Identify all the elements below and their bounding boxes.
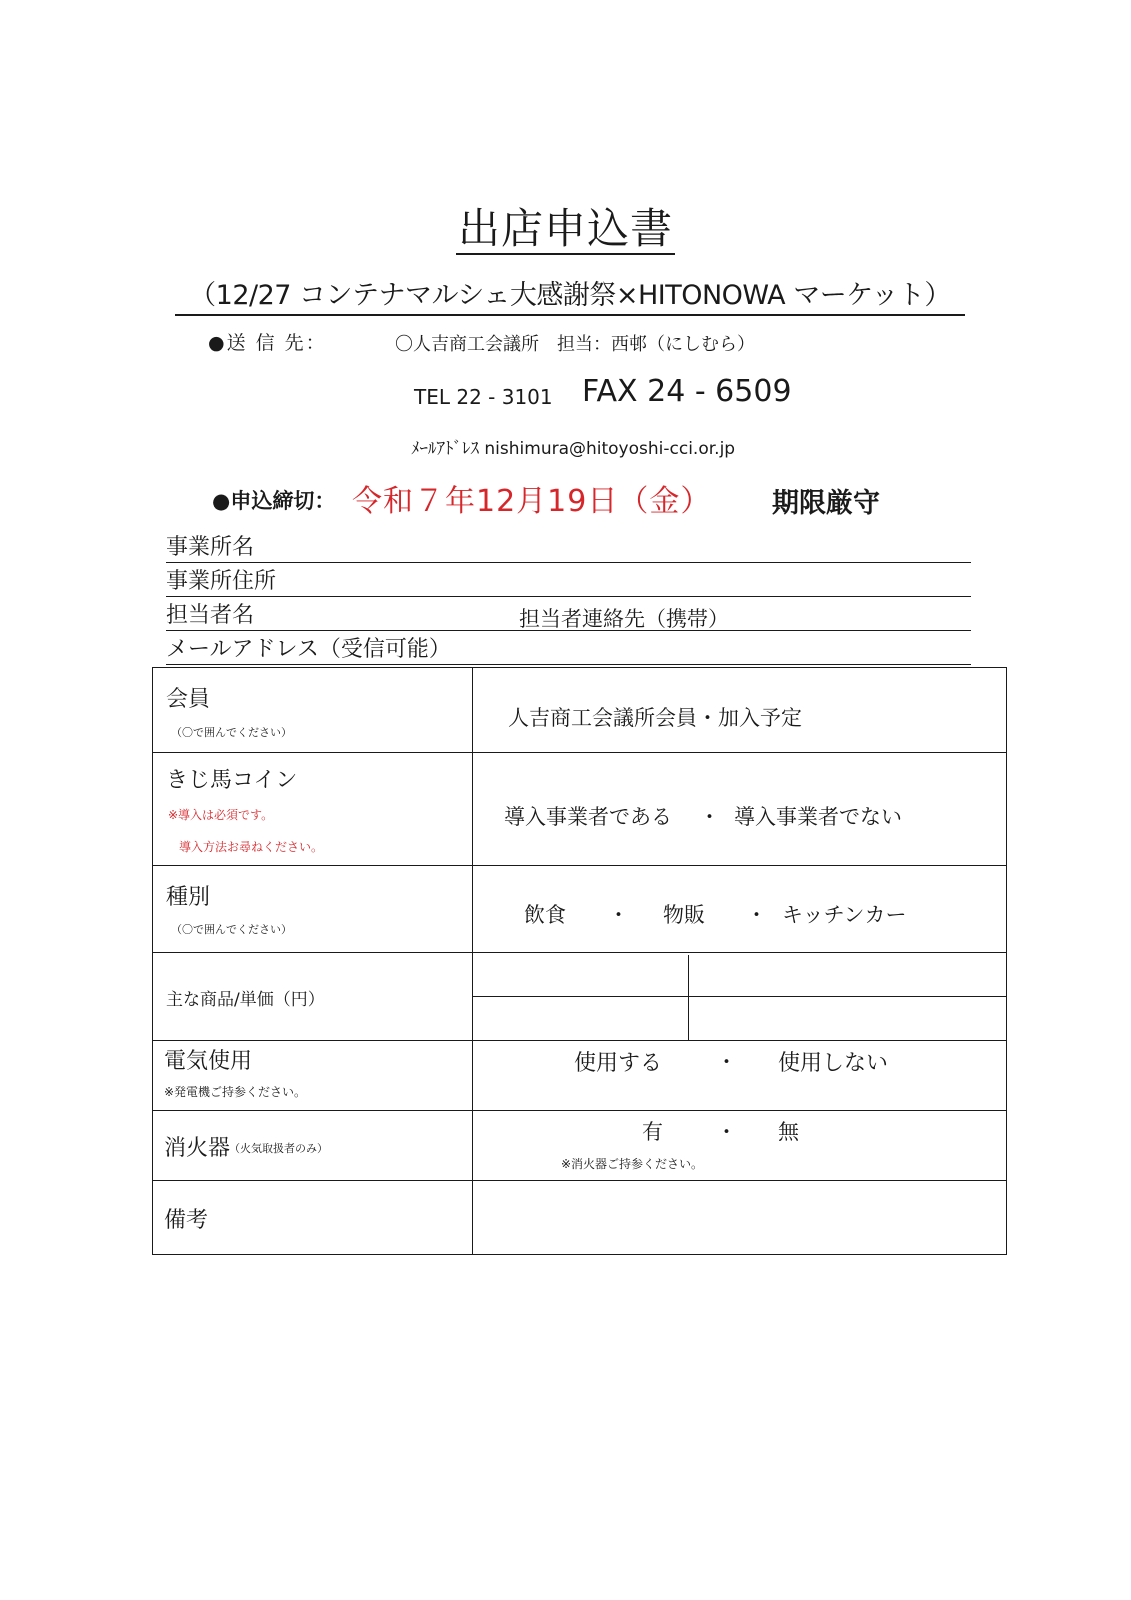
- email-address: ﾒｰﾙｱﾄﾞﾚｽ nishimura@hitoyoshi-cci.or.jp: [411, 439, 736, 459]
- deadline-label: ●申込締切：: [212, 489, 336, 513]
- office-name-field[interactable]: [166, 534, 971, 563]
- person-contact-label: 担当者連絡先（携帯）: [519, 607, 729, 631]
- row-divider: [152, 865, 1007, 866]
- type-option-food[interactable]: 飲食: [524, 903, 566, 927]
- type-separator: ・: [746, 903, 767, 927]
- email-field[interactable]: [166, 636, 971, 665]
- member-option[interactable]: 人吉商工会議所会員・加入予定: [508, 706, 802, 730]
- type-separator: ・: [608, 903, 629, 927]
- row-divider: [152, 1180, 1007, 1181]
- type-option-kitchen-car[interactable]: キッチンカー: [782, 903, 907, 927]
- products-label: 主な商品/単価（円）: [166, 990, 325, 1010]
- electric-separator: ・: [716, 1050, 737, 1074]
- electric-label: 電気使用: [164, 1049, 253, 1074]
- electric-option-not-use[interactable]: 使用しない: [778, 1051, 889, 1076]
- page-title: [0, 196, 1131, 256]
- row-divider: [152, 752, 1007, 753]
- deadline-strict-note: 期限厳守: [772, 488, 880, 519]
- member-note: （〇で囲んでください）: [171, 726, 292, 739]
- coin-note-ask: 導入方法お尋ねください。: [179, 840, 324, 854]
- table-column-divider: [472, 667, 473, 1255]
- coin-separator: ・: [699, 805, 720, 829]
- email-field-label: メールアドレス（受信可能）: [166, 637, 451, 662]
- remarks-cell[interactable]: [474, 1183, 1004, 1253]
- destination-label: ●送 信 先：: [208, 332, 327, 354]
- product-price-cell-2[interactable]: [690, 999, 1005, 1039]
- products-column-divider: [688, 955, 689, 1040]
- remarks-label: 備考: [164, 1208, 209, 1233]
- extinguisher-sub: （火気取扱者のみ）: [229, 1142, 328, 1155]
- event-subtitle: （12/27 コンテナマルシェ大感謝祭×HITONOWA マーケット）: [175, 273, 965, 316]
- tel-number: TEL 22 - 3101: [414, 385, 553, 409]
- electric-note: ※発電機ご持参ください。: [164, 1085, 307, 1099]
- deadline-date: 令和７年12月19日（金）: [352, 484, 712, 519]
- coin-option-no[interactable]: 導入事業者でない: [734, 805, 902, 829]
- extinguisher-separator: ・: [716, 1120, 737, 1144]
- coin-label: きじ馬コイン: [166, 768, 298, 793]
- type-note: （〇で囲んでください）: [171, 923, 292, 936]
- member-label: 会員: [166, 687, 211, 712]
- extinguisher-option-yes[interactable]: 有: [642, 1120, 663, 1144]
- office-name-label: 事業所名: [166, 535, 255, 560]
- extinguisher-label: 消火器: [164, 1136, 231, 1161]
- type-option-goods[interactable]: 物販: [663, 903, 705, 927]
- fax-number: FAX 24 - 6509: [582, 374, 792, 409]
- extinguisher-option-no[interactable]: 無: [778, 1120, 799, 1144]
- row-divider: [152, 952, 1007, 953]
- product-price-cell-1[interactable]: [690, 955, 1005, 995]
- coin-note-required: ※導入は必須です。: [168, 808, 274, 822]
- page-title-text: 出店申込書: [457, 204, 673, 253]
- products-subrow-divider: [472, 996, 1007, 997]
- coin-option-yes[interactable]: 導入事業者である: [504, 805, 672, 829]
- extinguisher-note: ※消火器ご持参ください。: [561, 1157, 704, 1171]
- office-address-field[interactable]: [166, 568, 971, 597]
- person-name-label: 担当者名: [166, 603, 255, 628]
- row-divider: [152, 1110, 1007, 1111]
- destination-value: 〇人吉商工会議所 担当：西邨（にしむら）: [395, 334, 755, 355]
- office-address-label: 事業所住所: [166, 569, 277, 594]
- product-cell-2[interactable]: [474, 999, 686, 1039]
- row-divider: [152, 1040, 1007, 1041]
- product-cell-1[interactable]: [474, 955, 686, 995]
- electric-option-use[interactable]: 使用する: [574, 1051, 663, 1076]
- type-label: 種別: [166, 885, 211, 910]
